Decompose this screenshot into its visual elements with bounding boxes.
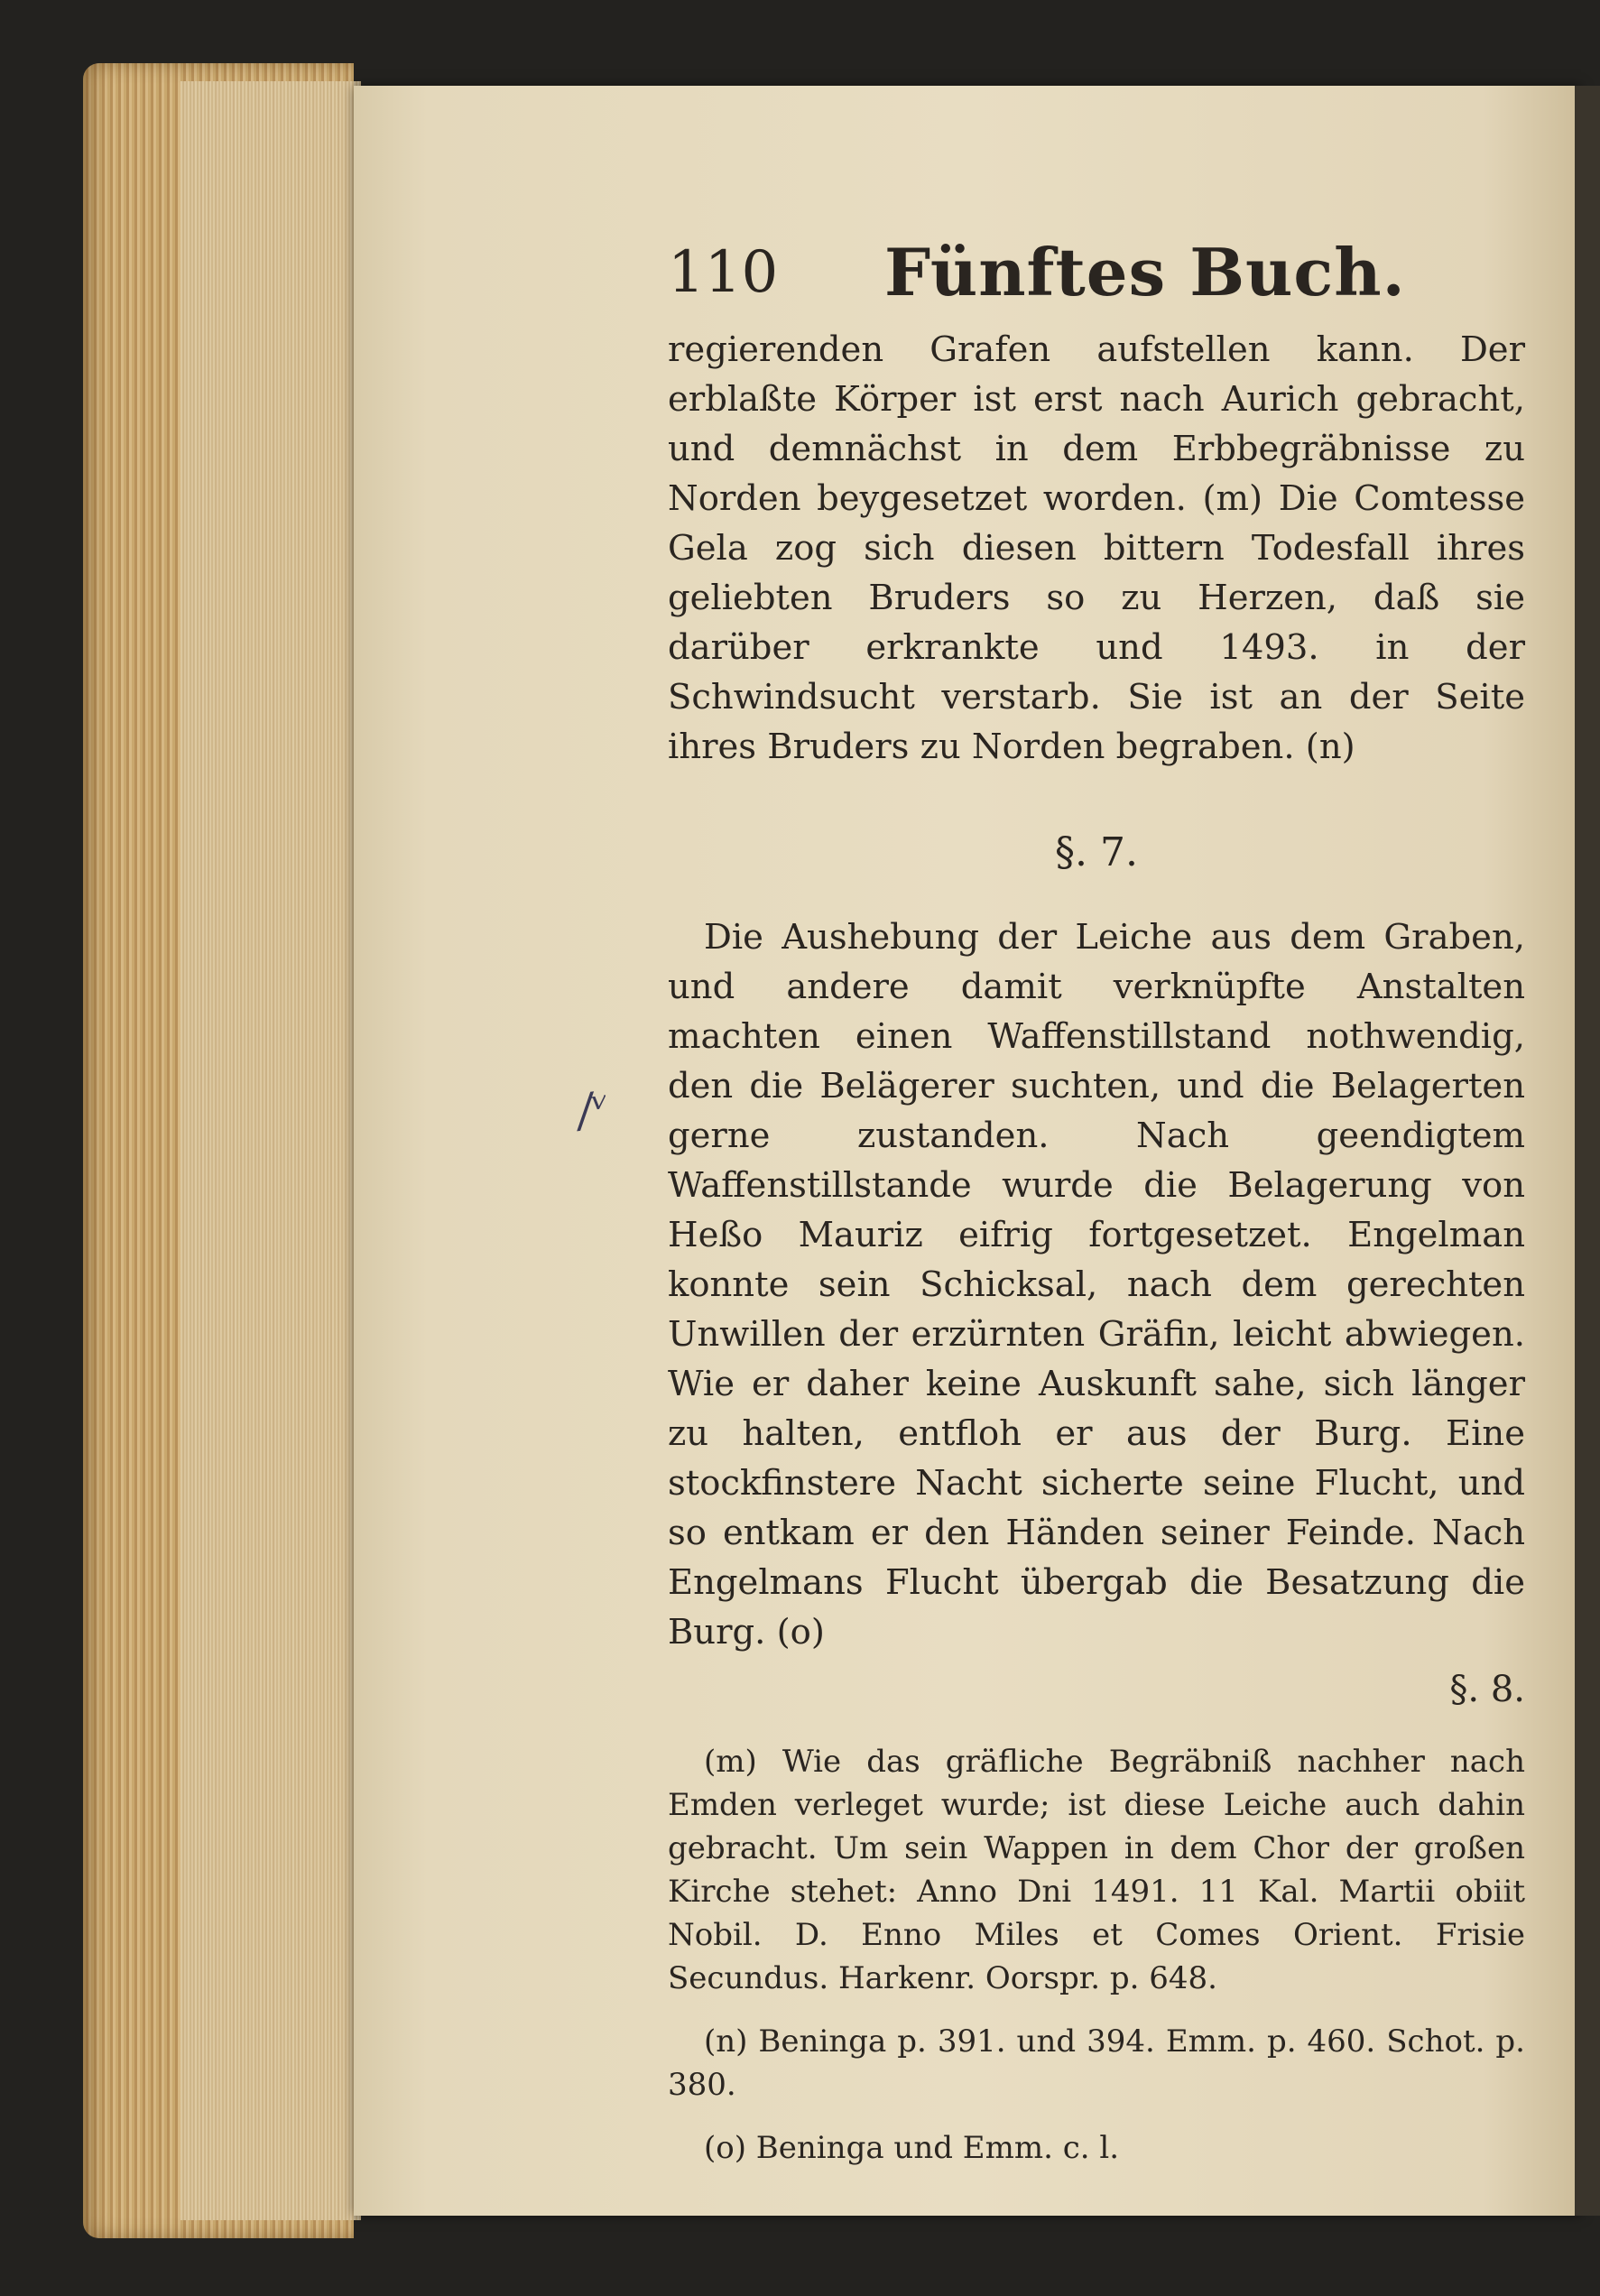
running-title: Fünftes Buch. (884, 234, 1406, 310)
paragraph: Die Aushebung der Leiche aus dem Graben, und andere damit verknüpfte Anstalten machten einen Waffenstillstand nothwendig, den die Belägerer suchten, und die Belagerten gerne zustanden. Nach geendigtem Waffenstillstande wurde die Belagerung von Heßo Mauriz eifrig fortgesetzet. Engelman konnte sein Schicksal, nach dem gerechten Unwillen der erzürnten Gräfin, leicht abwiegen. Wie er daher keine Auskunft sahe, sich länger zu halten, entfloh er aus der Burg. Eine stockfinstere Nacht sicherte seine Flucht, und so entkam er den Händen seiner Feinde. Nach Engelmans Flucht übergab die Besatzung die Burg. (o) (668, 917, 1525, 1653)
right-gutter (1575, 86, 1600, 2216)
page-number: 110 (668, 239, 779, 306)
section-heading: §. 7. (1055, 829, 1138, 875)
footnote-n: (n) Beninga p. 391. und 394. Emm. p. 460. Schot. p. 380. (668, 2023, 1525, 2103)
page-content (668, 234, 1525, 2190)
paragraph: regierenden Grafen aufstellen kann. Der erblaßte Körper ist erst nach Aurich gebracht, und demnächst in dem Erbbegräbnisse zu Norden beygesetzet worden. (m) Die Comtesse Gela zog sich diesen bittern Todesfall ihres geliebten Bruders so zu Herzen, daß sie darüber erkrankte und 1493. in der Schwindsucht verstarb. Sie ist an der Seite ihres Bruders zu Norden begraben. (n) (668, 329, 1525, 767)
footnote-m: (m) Wie das gräfliche Begräbniß nachher nach Emden verleget wurde; ist diese Leiche auch dahin gebracht. Um sein Wappen in dem Chor der großen Kirche stehet: Anno Dni 1491. 11 Kal. Martii obiit Nobil. D. Enno Miles et Comes Orient. Frisie Secundus. Harkenr. Oorspr. p. 648. (668, 1744, 1525, 1996)
catchword: §. 8. (1449, 1669, 1525, 1710)
page-header (668, 234, 1525, 325)
footnotes (668, 1740, 1525, 2170)
page-stack (180, 81, 361, 2220)
footnote-o: (o) Beninga und Emm. c. l. (704, 2130, 1120, 2166)
margin-annotation: /ᵛ (574, 1080, 614, 1138)
main-text (668, 325, 1525, 1717)
